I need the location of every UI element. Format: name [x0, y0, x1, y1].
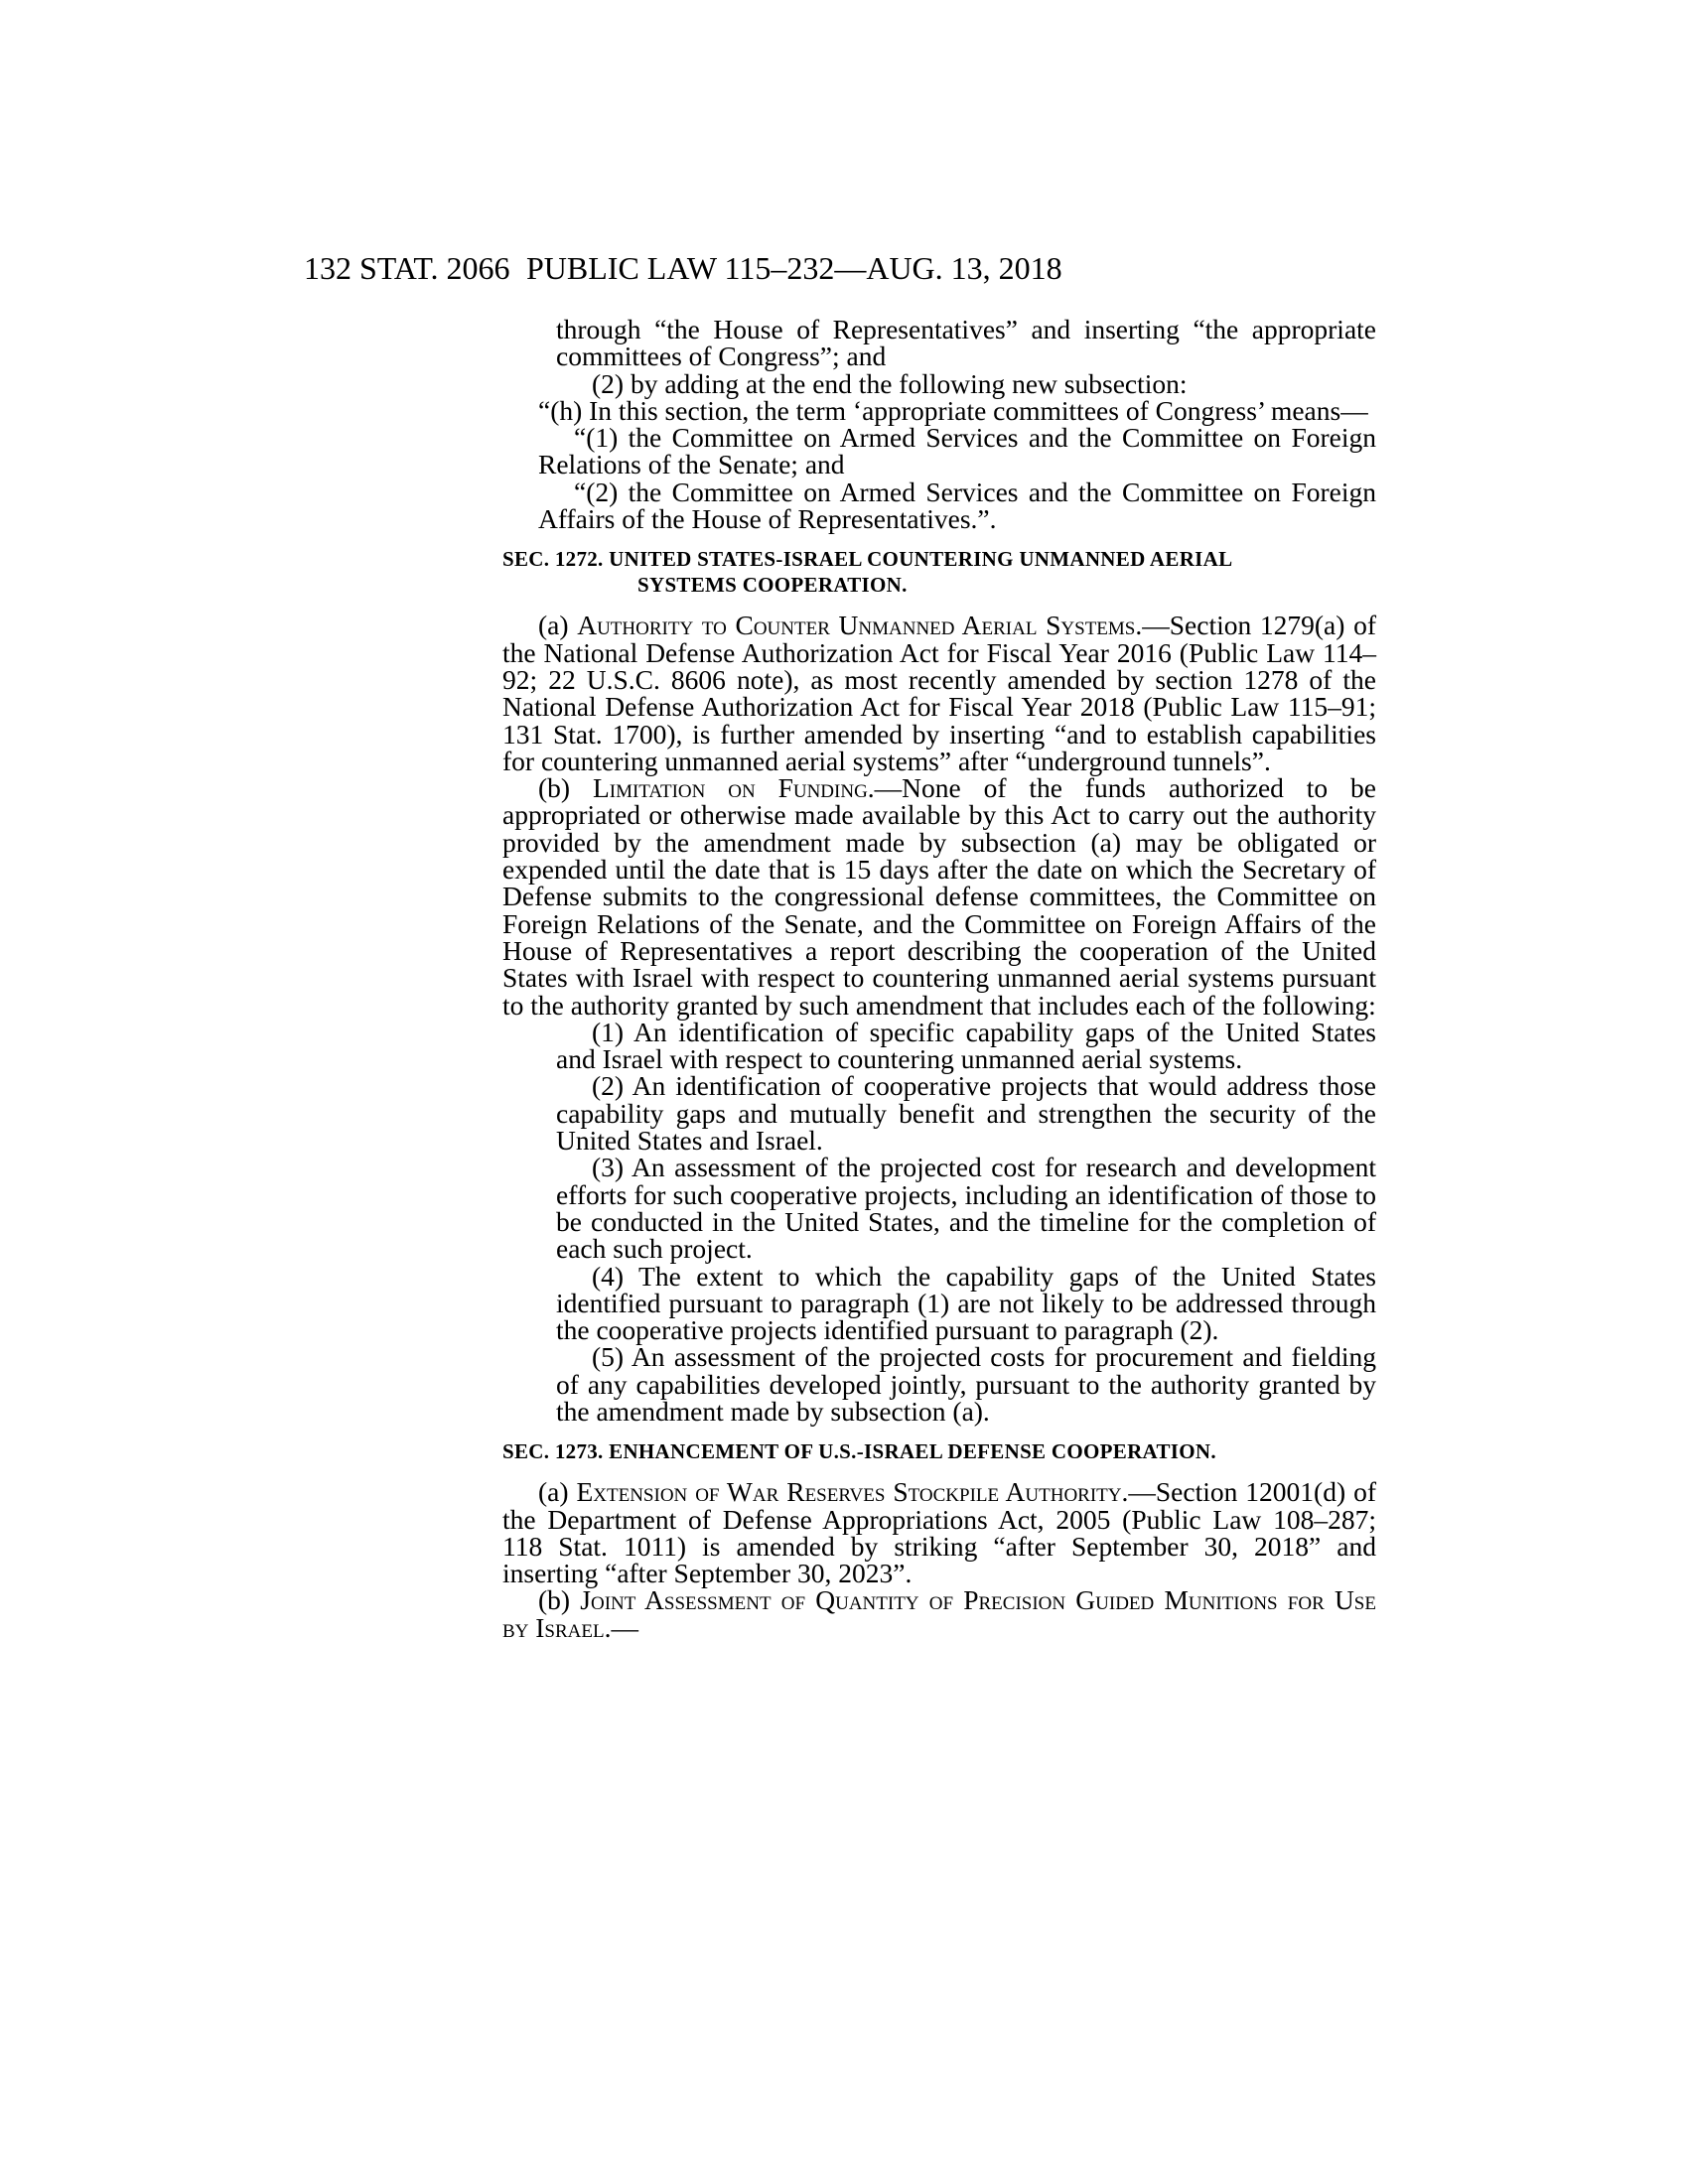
- subsection-a-caption: Extension of War Reserves Stockpile Authority.: [576, 1476, 1129, 1508]
- law-title: PUBLIC LAW 115–232—AUG. 13, 2018: [526, 250, 1062, 286]
- subsection-b-text: —None of the funds authorized to be appropriated or otherwise made available by this Act to carry out the authority provided by the amendment made by subsection (a) may be obligated or expended until the date that is 15 days after the date on which the Secretary of Defense submits to the congressional defense committees, the Committee on Foreign Relations of the Senate, and the Committee on Foreign Affairs of the House of Representatives a report describing the cooperation of the United States with Israel with respect to countering unmanned aerial systems pursuant to the authority granted by such amendment that includes each of the following:: [502, 772, 1376, 1021]
- section-1273-subsection-b: [502, 1586, 1376, 1641]
- subsection-b-caption: Limitation on Funding.: [592, 772, 875, 804]
- section-1273-heading: [502, 1438, 1376, 1464]
- list-item: (2) An identification of cooperative projects that would address those capability gaps and mutually benefit and strengthen the security of the United States and Israel.: [556, 1070, 1376, 1157]
- intro-line-3: “(h) In this section, the term ‘appropriate committees of Congress’ means—: [538, 394, 1368, 426]
- section-1272-heading-line-2: SYSTEMS COOPERATION.: [637, 573, 908, 598]
- intro-line-1: through “the House of Representatives” and inserting “the appropriate committees of Congress”; and: [556, 314, 1376, 372]
- section-1273-subsection-a: [502, 1476, 1376, 1589]
- intro-line-5: “(2) the Committee on Armed Services and the Committee on Foreign Affairs of the House of Representatives.”.: [538, 476, 1376, 535]
- section-1273-heading-text: SEC. 1273. ENHANCEMENT OF U.S.-ISRAEL DEFENSE COOPERATION.: [502, 1439, 1216, 1464]
- list-item: (3) An assessment of the projected cost for research and development efforts for such cooperative projects, including an identification of those to be conducted in the United States, and the timeline for the completion of each such project.: [556, 1152, 1376, 1265]
- subsection-a-label: (a): [538, 1476, 577, 1508]
- subsection-b-caption: Joint Assessment of Quantity of Precision Guided Munitions for Use by Israel.: [502, 1584, 1376, 1643]
- section-1272-subsection-b: [502, 774, 1376, 1019]
- subsection-a-text: —Section 1279(a) of the National Defense Authorization Act for Fiscal Year 2016 (Public Law 114–92; 22 U.S.C. 8606 note), as most recently amended by section 1278 of the National Defense Authorization Act for Fiscal Year 2018 (Public Law 115–91; 131 Stat. 1700), is further amended by inserting “and to establish capabilities for countering unmanned aerial systems” after “underground tunnels”.: [502, 610, 1377, 776]
- list-item: (5) An assessment of the projected costs for procurement and fielding of any capabilities developed jointly, pursuant to the authority granted by the amendment made by subsection (a).: [556, 1341, 1376, 1427]
- section-1272-subsection-a: [502, 612, 1376, 774]
- list-item: (4) The extent to which the capability gaps of the United States identified pursuant to paragraph (1) are not likely to be addressed through the cooperative projects identified pursuant to paragraph (2).: [556, 1260, 1376, 1346]
- subsection-b-label: (b): [538, 1584, 581, 1616]
- subsection-b-text: —: [611, 1611, 638, 1643]
- page-number: 132 STAT. 2066: [304, 250, 510, 286]
- intro-line-4: “(1) the Committee on Armed Services and the Committee on Foreign Relations of the Senate; and: [538, 422, 1376, 480]
- subsection-a-label: (a): [538, 610, 578, 641]
- intro-line-2: (2) by adding at the end the following new subsection:: [592, 367, 1188, 399]
- section-1272-heading: [502, 546, 1376, 598]
- subsection-a-text: —Section 12001(d) of the Department of Defense Appropriations Act, 2005 (Public Law 108–287; 118 Stat. 1011) is amended by striking “after September 30, 2018” and inserting “after September 30, 2023”.: [502, 1476, 1376, 1589]
- list-item: (1) An identification of specific capability gaps of the United States and Israel with respect to countering unmanned aerial systems.: [556, 1016, 1376, 1075]
- subsection-a-caption: Authority to Counter Unmanned Aerial Systems.: [577, 610, 1143, 641]
- subsection-b-label: (b): [538, 772, 593, 804]
- page-header: [304, 248, 1297, 288]
- document-body: [502, 316, 1376, 1641]
- section-1272-heading-line-1: SEC. 1272. UNITED STATES-ISRAEL COUNTERING UNMANNED AERIAL: [502, 547, 1233, 572]
